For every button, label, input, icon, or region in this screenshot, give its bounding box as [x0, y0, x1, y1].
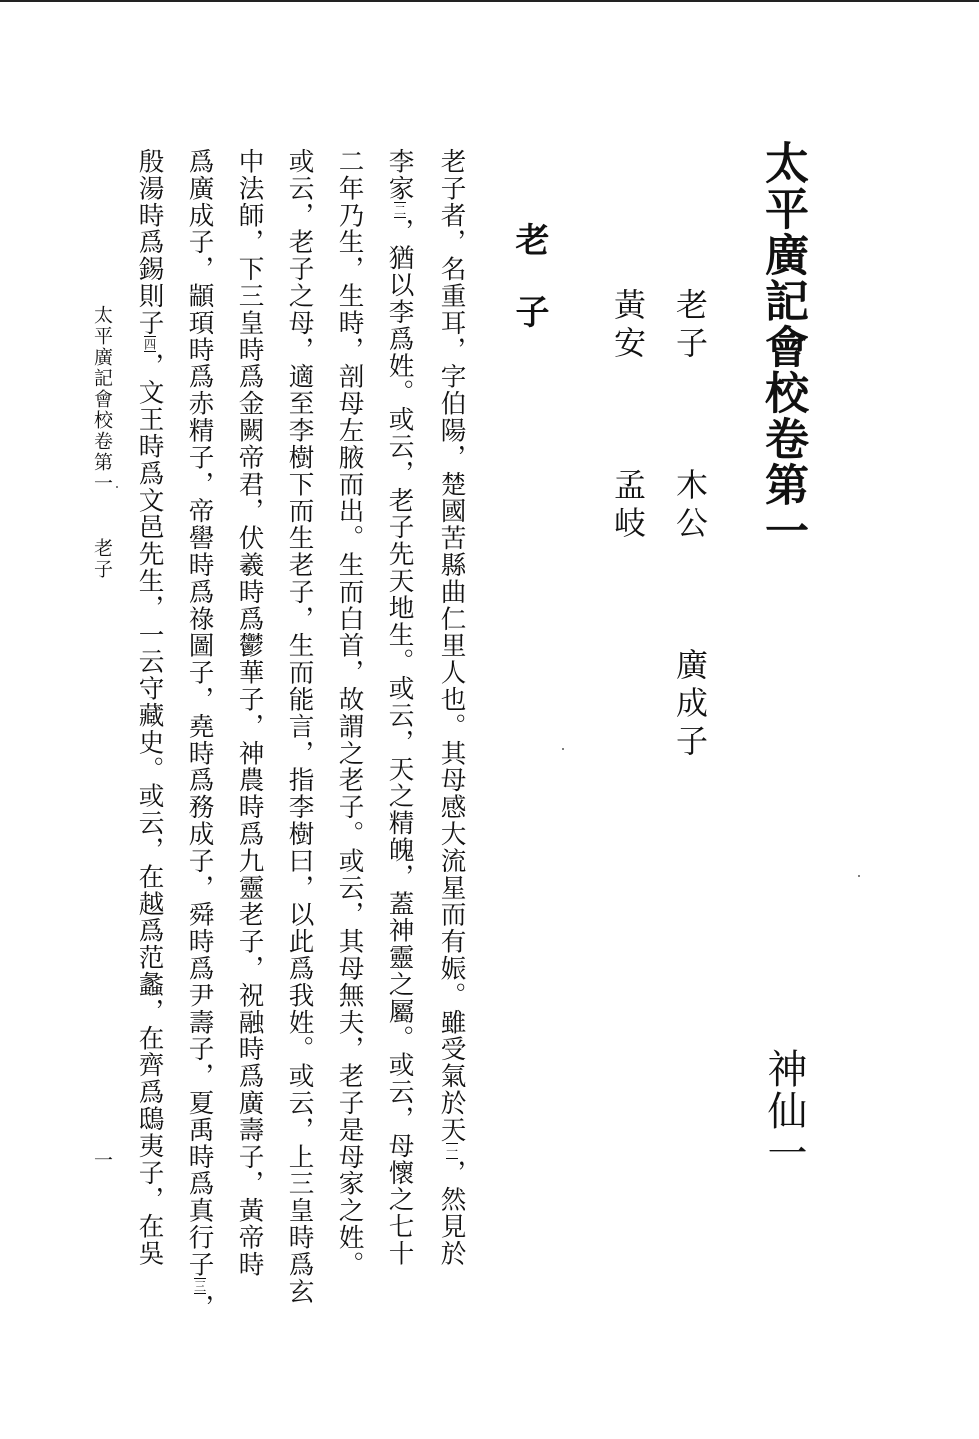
text-column: [334, 148, 365, 1278]
toc-item: 老子: [671, 288, 709, 364]
toc-item: 黃安: [609, 288, 647, 364]
text-run: 李家: [384, 148, 415, 202]
scan-speck: [562, 748, 564, 750]
section-heading: 老子: [509, 222, 549, 366]
running-section: 老子: [91, 538, 113, 580]
footnote-marker: 四: [142, 338, 157, 351]
footnote-marker: 二: [392, 203, 407, 216]
toc-item: 廣成子: [671, 648, 709, 762]
page-number: 一: [91, 1150, 113, 1169]
text-column: [134, 148, 165, 1267]
text-run: ，猶以李爲姓。或云，老子先天地生。或云，天之精魄，蓋神靈之屬。或云，母懷之七十: [384, 217, 415, 1267]
top-rule: [0, 0, 979, 2]
running-head: 太平廣記會校卷第一: [91, 305, 113, 494]
footnote-marker: 三: [192, 1279, 207, 1292]
text-column: [184, 148, 215, 1321]
book-title: 太平廣記會校卷第一: [757, 140, 808, 554]
text-run: 或云，老子之母，適至李樹下而生老子，生而能言，指李樹曰，以此爲我姓。或云，上三皇時爲玄: [284, 148, 315, 1305]
text-run: 中法師，下三皇時爲金闕帝君，伏羲時爲鬱華子，神農時爲九靈老子，祝融時爲廣壽子，黃帝時: [234, 148, 265, 1278]
chapter-category: 神仙一: [761, 1048, 807, 1174]
scan-speck: [858, 875, 860, 877]
toc-item: 木公: [671, 468, 709, 544]
text-run: ，然見於: [436, 1159, 467, 1267]
text-run: ，文王時爲文邑先生，一云守藏史。或云，在越爲范蠡，在齊爲鴟夷子，在吳: [134, 352, 165, 1267]
text-column: [384, 148, 415, 1267]
text-run: 二年乃生，生時，剖母左腋而出。生而白首，故謂之老子。或云，其母無夫，老子是母家之姓。: [334, 148, 365, 1278]
text-column: [436, 148, 467, 1267]
text-column: [284, 148, 315, 1305]
text-run: 殷湯時爲錫則子: [134, 148, 165, 337]
text-run: 爲廣成子，顓頊時爲赤精子，帝嚳時爲祿圖子，堯時爲務成子，舜時爲尹壽子，夏禹時爲真行子: [184, 148, 215, 1278]
text-run: 老子者，名重耳，字伯陽，楚國苦縣曲仁里人也。其母感大流星而有娠。雖受氣於天: [436, 148, 467, 1144]
toc-item: 孟岐: [609, 468, 647, 544]
footnote-marker: 一: [444, 1145, 459, 1158]
text-run: ，: [184, 1293, 215, 1321]
scan-speck: [116, 486, 118, 488]
text-column: [234, 148, 265, 1278]
